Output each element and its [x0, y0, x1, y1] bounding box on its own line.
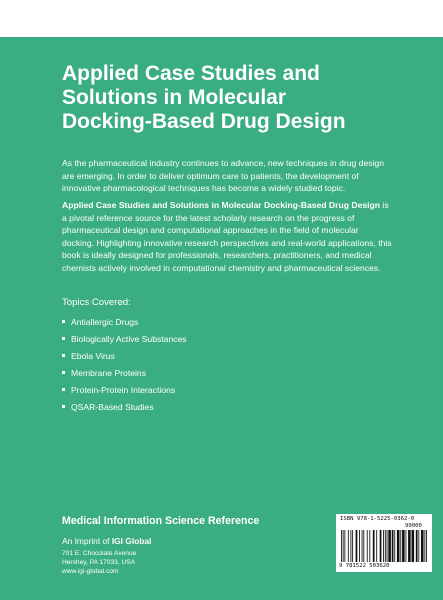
barcode-bar [369, 530, 370, 562]
description-paragraph [62, 199, 392, 275]
isbn-number: ISBN 978-1-5225-0362-0 [340, 516, 415, 522]
barcode-bar [352, 530, 353, 562]
barcode-bar [424, 530, 425, 562]
barcode-bar [394, 530, 395, 562]
topic-item: Membrane Proteins [62, 367, 187, 384]
topic-item: Biologically Active Substances [62, 333, 187, 350]
barcode-bar [367, 530, 368, 562]
top-white-strip [0, 0, 443, 37]
barcode-bar [344, 530, 345, 562]
address-line-2: Hershey, PA 17033, USA [62, 559, 136, 566]
barcode-bar [418, 530, 419, 562]
barcode-bar [412, 530, 415, 562]
barcode-bar [388, 530, 391, 562]
topics-list [62, 316, 187, 418]
barcode-bar [376, 530, 377, 562]
barcode-bar [341, 530, 342, 562]
square-bullet-icon [62, 354, 65, 357]
price-code: 90000 [405, 523, 422, 529]
topic-item: Protein-Protein Interactions [62, 384, 187, 401]
barcode-bars [340, 530, 428, 562]
barcode-bar [400, 530, 401, 562]
title-line-3: Docking-Based Drug Design [62, 110, 346, 133]
barcode-bar [350, 530, 351, 562]
barcode-bar [421, 530, 424, 562]
description-text: is a pivotal reference source for the latest scholarly research on the progress of pharmaceutical design and computational approaches in the field of molecular docking. Highlighting innovative research perspectives and real-world applications, this book is ideally designed for professionals, researchers, practitioners, and medical chemists actively involved in computational chemistry and pharmaceutical sciences. [62, 200, 392, 273]
square-bullet-icon [62, 320, 65, 323]
barcode-digits: 9 781522 503620 [339, 563, 390, 569]
barcode-bar [402, 530, 405, 562]
publisher-website: www.igi-global.com [62, 568, 119, 575]
isbn-barcode [336, 514, 432, 572]
barcode-bar [397, 530, 400, 562]
imprint-prefix: An Imprint of [62, 536, 112, 546]
square-bullet-icon [62, 405, 65, 408]
barcode-bar [383, 530, 384, 562]
barcode-bar [408, 530, 411, 562]
barcode-bar [363, 530, 364, 562]
barcode-bar [348, 530, 349, 562]
topic-item: Antiallergic Drugs [62, 316, 187, 333]
barcode-bar [416, 530, 418, 562]
barcode-bar [343, 530, 344, 562]
barcode-bar [385, 530, 386, 562]
barcode-bar [380, 530, 382, 562]
book-title [62, 62, 402, 134]
topic-item: Ebola Virus [62, 350, 187, 367]
barcode-bar [387, 530, 388, 562]
barcode-bar [392, 530, 394, 562]
title-line-2: Solutions in Molecular [62, 86, 287, 109]
series-name: Medical Information Science Reference [62, 515, 260, 527]
barcode-bar [426, 530, 427, 562]
topic-item: QSAR-Based Studies [62, 401, 187, 418]
intro-paragraph: As the pharmaceutical industry continues to advance, new techniques in drug design are emerging. In order to deliver optimum care to patients, the development of innovative pharmacological techniques has become a widely studied topic. [62, 158, 384, 194]
topics-heading: Topics Covered: [62, 297, 131, 308]
publisher-name: IGI Global [111, 536, 152, 546]
square-bullet-icon [62, 337, 65, 340]
square-bullet-icon [62, 371, 65, 374]
address-line-1: 701 E. Chocolate Avenue [62, 550, 137, 557]
barcode-bar [362, 530, 363, 562]
description-book-title: Applied Case Studies and Solutions in Molecular Docking-Based Drug Design [62, 200, 381, 210]
barcode-bar [406, 530, 407, 562]
barcode-bar [356, 530, 358, 562]
imprint-line [62, 536, 151, 547]
barcode-bar [373, 530, 375, 562]
title-line-1: Applied Case Studies and [62, 62, 320, 85]
barcode-bar [359, 530, 360, 562]
square-bullet-icon [62, 388, 65, 391]
